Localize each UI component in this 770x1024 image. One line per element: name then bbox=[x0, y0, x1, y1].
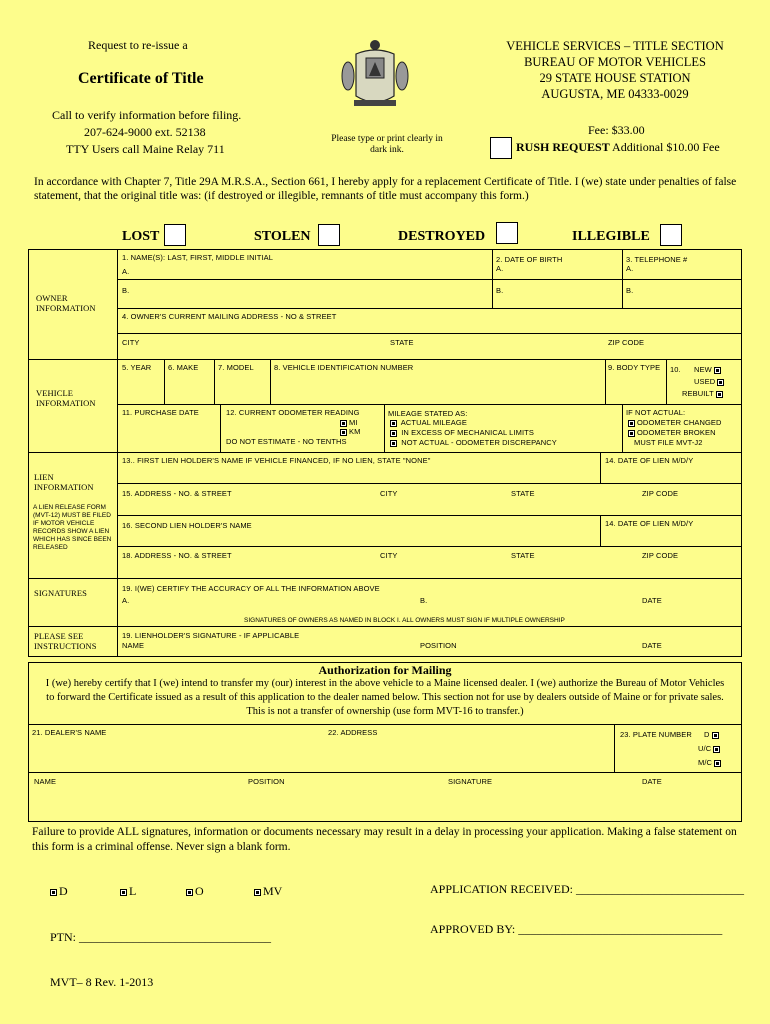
dob-a-label: A. bbox=[496, 264, 504, 273]
odometer-broken-label: ODOMETER BROKEN bbox=[637, 428, 716, 437]
owner-zip-label: ZIP CODE bbox=[608, 338, 645, 347]
odometer-label: 12. CURRENT ODOMETER READING bbox=[226, 408, 360, 417]
not-actual-label: NOT ACTUAL - ODOMETER DISCREPANCY bbox=[401, 438, 557, 447]
plate-d-checkbox[interactable] bbox=[712, 732, 719, 739]
new-checkbox[interactable] bbox=[714, 367, 721, 374]
name-b-label: B. bbox=[122, 286, 130, 295]
name-label: 1. NAME(S): LAST, FIRST, MIDDLE INITIAL bbox=[122, 253, 274, 262]
please-type-note: Please type or print clearly in dark ink. bbox=[331, 134, 443, 155]
mailing-text bbox=[28, 677, 742, 719]
second-lien-holder-label: 16. SECOND LIEN HOLDER'S NAME bbox=[122, 521, 252, 530]
rebuilt-checkbox[interactable] bbox=[716, 391, 723, 398]
lien-release-note: A LIEN RELEASE FORM (MVT-12) MUST BE FILED IF MOTOR VEHICLE RECORDS SHOW A LIEN WHICH HAS SINCE BEEN RELEASED bbox=[33, 504, 112, 551]
odometer-broken-checkbox[interactable] bbox=[628, 430, 635, 437]
not-actual-option[interactable] bbox=[388, 438, 557, 447]
owner-state-label: STATE bbox=[390, 338, 414, 347]
lien-city-label: CITY bbox=[380, 489, 398, 498]
destroyed-checkbox[interactable] bbox=[496, 222, 518, 244]
dealer-signature-label: SIGNATURE bbox=[448, 777, 493, 786]
office-mv-label: MV bbox=[263, 884, 283, 898]
approved-by-field[interactable]: APPROVED BY: __________________________________ bbox=[430, 922, 723, 936]
vin-label: 8. VEHICLE IDENTIFICATION NUMBER bbox=[274, 363, 414, 372]
rush-request-line bbox=[516, 140, 720, 155]
office-d-checkbox[interactable] bbox=[50, 889, 57, 896]
stolen-checkbox[interactable] bbox=[318, 224, 340, 246]
plate-mc-option[interactable] bbox=[698, 758, 723, 767]
office-l-label: L bbox=[129, 884, 137, 898]
lien-section-label: LIEN INFORMATION bbox=[34, 472, 94, 492]
plate-uc-option[interactable] bbox=[698, 744, 722, 753]
excess-label: IN EXCESS OF MECHANICAL LIMITS bbox=[401, 428, 534, 437]
office-mv-checkbox[interactable] bbox=[254, 889, 261, 896]
agency-line-1: VEHICLE SERVICES – TITLE SECTION bbox=[506, 39, 724, 53]
owner-address-label: 4. OWNER'S CURRENT MAILING ADDRESS - NO & STREET bbox=[122, 312, 337, 321]
office-option-mv[interactable] bbox=[252, 884, 282, 899]
dob-b-label: B. bbox=[496, 286, 504, 295]
signature-date-label: DATE bbox=[642, 596, 662, 605]
plate-d-option[interactable] bbox=[704, 730, 721, 739]
first-lien-holder-label: 13.. FIRST LIEN HOLDER'S NAME IF VEHICLE FINANCED, IF NO LIEN, STATE "NONE" bbox=[122, 456, 431, 465]
actual-mileage-checkbox[interactable] bbox=[390, 420, 397, 427]
state-seal-image bbox=[336, 36, 414, 116]
lienholder-date-label: DATE bbox=[642, 641, 662, 650]
mailing-text-line-1: I (we) hereby certify that I (we) intend to transfer my (our) interest in the above vehicle to a Maine licensed dealer. I (we) authorize the Bureau of Motor Vehicles bbox=[45, 678, 725, 689]
mailing-text-line-2: to forward the Certificate issued as a result of this application to the dealer named below. This section not for use by dealers outside of Maine or for private sales. bbox=[46, 692, 724, 703]
fee-text: Fee: $33.00 bbox=[588, 123, 645, 137]
rebuilt-option[interactable] bbox=[682, 389, 725, 398]
no-tenths-note: DO NOT ESTIMATE - NO TENTHS bbox=[226, 437, 347, 446]
form-id: MVT– 8 Rev. 1-2013 bbox=[50, 975, 154, 989]
lost-checkbox[interactable] bbox=[164, 224, 186, 246]
office-d-label: D bbox=[59, 884, 68, 898]
odometer-changed-label: ODOMETER CHANGED bbox=[637, 418, 722, 427]
mailing-title: Authorization for Mailing bbox=[318, 663, 452, 677]
dealer-name-label: 21. DEALER'S NAME bbox=[32, 728, 107, 737]
certify-label: 19. I(WE) CERTIFY THE ACCURACY OF ALL THE INFORMATION ABOVE bbox=[122, 584, 380, 593]
signature-b-label: B. bbox=[420, 596, 428, 605]
lien-address-label: 15. ADDRESS - NO. & STREET bbox=[122, 489, 232, 498]
rush-fee-text: Additional $10.00 Fee bbox=[612, 140, 720, 154]
telephone-b-label: B. bbox=[626, 286, 634, 295]
office-o-label: O bbox=[195, 884, 204, 898]
please-see-instructions: PLEASE SEE INSTRUCTIONS bbox=[34, 631, 97, 651]
second-lien-address-label: 18. ADDRESS - NO. & STREET bbox=[122, 551, 232, 560]
must-file-note: MUST FILE MVT-J2 bbox=[634, 438, 703, 447]
rush-request-checkbox[interactable] bbox=[490, 137, 512, 159]
lienholder-name-label: NAME bbox=[122, 641, 145, 650]
telephone-a-label: A. bbox=[626, 264, 634, 273]
illegible-checkbox[interactable] bbox=[660, 224, 682, 246]
excess-option[interactable] bbox=[388, 428, 534, 437]
lienholder-position-label: POSITION bbox=[420, 641, 457, 650]
second-lien-date-label: 14. DATE OF LIEN M/D/Y bbox=[605, 519, 694, 528]
excess-checkbox[interactable] bbox=[390, 430, 397, 437]
second-lien-state-label: STATE bbox=[511, 551, 535, 560]
tty-text: TTY Users call Maine Relay 711 bbox=[66, 142, 225, 156]
signatures-section-label: SIGNATURES bbox=[34, 588, 87, 598]
office-o-checkbox[interactable] bbox=[186, 889, 193, 896]
office-l-checkbox[interactable] bbox=[120, 889, 127, 896]
office-option-l[interactable] bbox=[118, 884, 136, 899]
condition-number: 10. bbox=[670, 365, 681, 374]
km-checkbox[interactable] bbox=[340, 429, 347, 436]
illegible-label: ILLEGIBLE bbox=[572, 229, 650, 244]
purchase-date-label: 11. PURCHASE DATE bbox=[122, 408, 199, 417]
rebuilt-label: REBUILT bbox=[682, 389, 714, 398]
actual-mileage-option[interactable] bbox=[388, 418, 467, 427]
plate-mc-checkbox[interactable] bbox=[714, 760, 721, 767]
agency-line-3: 29 STATE HOUSE STATION bbox=[539, 71, 691, 85]
used-option[interactable] bbox=[694, 377, 726, 386]
stolen-label: STOLEN bbox=[254, 229, 311, 244]
new-option[interactable] bbox=[694, 365, 723, 374]
signatures-note: SIGNATURES OF OWNERS AS NAMED IN BLOCK I. ALL OWNERS MUST SIGN IF MULTIPLE OWNERSHIP bbox=[244, 617, 565, 624]
lien-zip-label: ZIP CODE bbox=[642, 489, 679, 498]
used-checkbox[interactable] bbox=[717, 379, 724, 386]
mi-checkbox[interactable] bbox=[340, 420, 347, 427]
odometer-broken-option[interactable] bbox=[626, 428, 716, 437]
second-lien-city-label: CITY bbox=[380, 551, 398, 560]
request-line: Request to re-issue a bbox=[88, 38, 188, 52]
main-form-frame bbox=[28, 249, 742, 657]
mi-label: MI bbox=[349, 418, 358, 427]
new-label: NEW bbox=[694, 365, 712, 374]
lienholder-signature-label: 19. LIENHOLDER'S SIGNATURE - IF APPLICABLE bbox=[122, 631, 300, 640]
used-label: USED bbox=[694, 377, 716, 386]
year-label: 5. YEAR bbox=[122, 363, 152, 372]
dealer-sig-name-label: NAME bbox=[34, 777, 57, 786]
vehicle-section-label: VEHICLE INFORMATION bbox=[36, 388, 96, 408]
model-label: 7. MODEL bbox=[218, 363, 254, 372]
rush-request-label: RUSH REQUEST bbox=[516, 140, 610, 154]
second-lien-zip-label: ZIP CODE bbox=[642, 551, 679, 560]
application-received-field[interactable]: APPLICATION RECEIVED: ____________________________ bbox=[430, 882, 744, 896]
office-option-d[interactable] bbox=[48, 884, 68, 899]
form-title: Certificate of Title bbox=[78, 70, 204, 87]
warning-text: Failure to provide ALL signatures, information or documents necessary may result in a delay in processing your application. Making a false statement on this form is a criminal offense. Never sign a blank form. bbox=[32, 826, 737, 853]
km-option[interactable] bbox=[338, 427, 360, 436]
not-actual-checkbox[interactable] bbox=[390, 440, 397, 447]
name-a-label: A. bbox=[122, 267, 130, 276]
phone-number: 207-624-9000 ext. 52138 bbox=[84, 125, 206, 139]
statement-text: In accordance with Chapter 7, Title 29A M.R.S.A., Section 661, I hereby apply for a replacement Certificate of Title. I (we) state under penalties of false statement, that the original title was: (if destroyed or illegible, remnants of title must accompany this form.) bbox=[34, 176, 737, 202]
destroyed-label: DESTROYED bbox=[398, 229, 486, 244]
office-option-o[interactable] bbox=[184, 884, 204, 899]
ptn-field[interactable]: PTN: ________________________________ bbox=[50, 930, 272, 944]
lien-date-label: 14. DATE OF LIEN M/D/Y bbox=[605, 456, 694, 465]
agency-line-2: BUREAU OF MOTOR VEHICLES bbox=[524, 55, 706, 69]
dealer-date-label: DATE bbox=[642, 777, 662, 786]
if-not-actual-label: IF NOT ACTUAL: bbox=[626, 408, 686, 417]
lien-state-label: STATE bbox=[511, 489, 535, 498]
odometer-changed-checkbox[interactable] bbox=[628, 420, 635, 427]
agency-address bbox=[470, 38, 760, 102]
signature-a-label: A. bbox=[122, 596, 130, 605]
dealer-position-label: POSITION bbox=[248, 777, 285, 786]
make-label: 6. MAKE bbox=[168, 363, 199, 372]
plate-d-label: D bbox=[704, 730, 710, 739]
plate-uc-label: U/C bbox=[698, 744, 712, 753]
plate-mc-label: M/C bbox=[698, 758, 713, 767]
dob-label: 2. DATE OF BIRTH bbox=[496, 255, 563, 264]
dealer-address-label: 22. ADDRESS bbox=[328, 728, 378, 737]
mailing-text-line-3: This is not a transfer of ownership (use form MVT-16 to transfer.) bbox=[246, 706, 524, 717]
km-label: KM bbox=[349, 427, 361, 436]
owner-section-label: OWNER INFORMATION bbox=[36, 293, 96, 313]
lost-label: LOST bbox=[122, 229, 160, 244]
agency-line-4: AUGUSTA, ME 04333-0029 bbox=[541, 87, 689, 101]
call-verify-text: Call to verify information before filing. bbox=[52, 108, 242, 122]
mileage-stated-label: MILEAGE STATED AS: bbox=[388, 409, 468, 418]
body-type-label: 9. BODY TYPE bbox=[608, 363, 661, 372]
telephone-label: 3. TELEPHONE # bbox=[626, 255, 688, 264]
plate-uc-checkbox[interactable] bbox=[713, 746, 720, 753]
mi-option[interactable] bbox=[338, 418, 358, 427]
plate-number-label: 23. PLATE NUMBER bbox=[620, 730, 692, 739]
actual-mileage-label: ACTUAL MILEAGE bbox=[400, 418, 467, 427]
owner-city-label: CITY bbox=[122, 338, 140, 347]
odometer-changed-option[interactable] bbox=[626, 418, 722, 427]
